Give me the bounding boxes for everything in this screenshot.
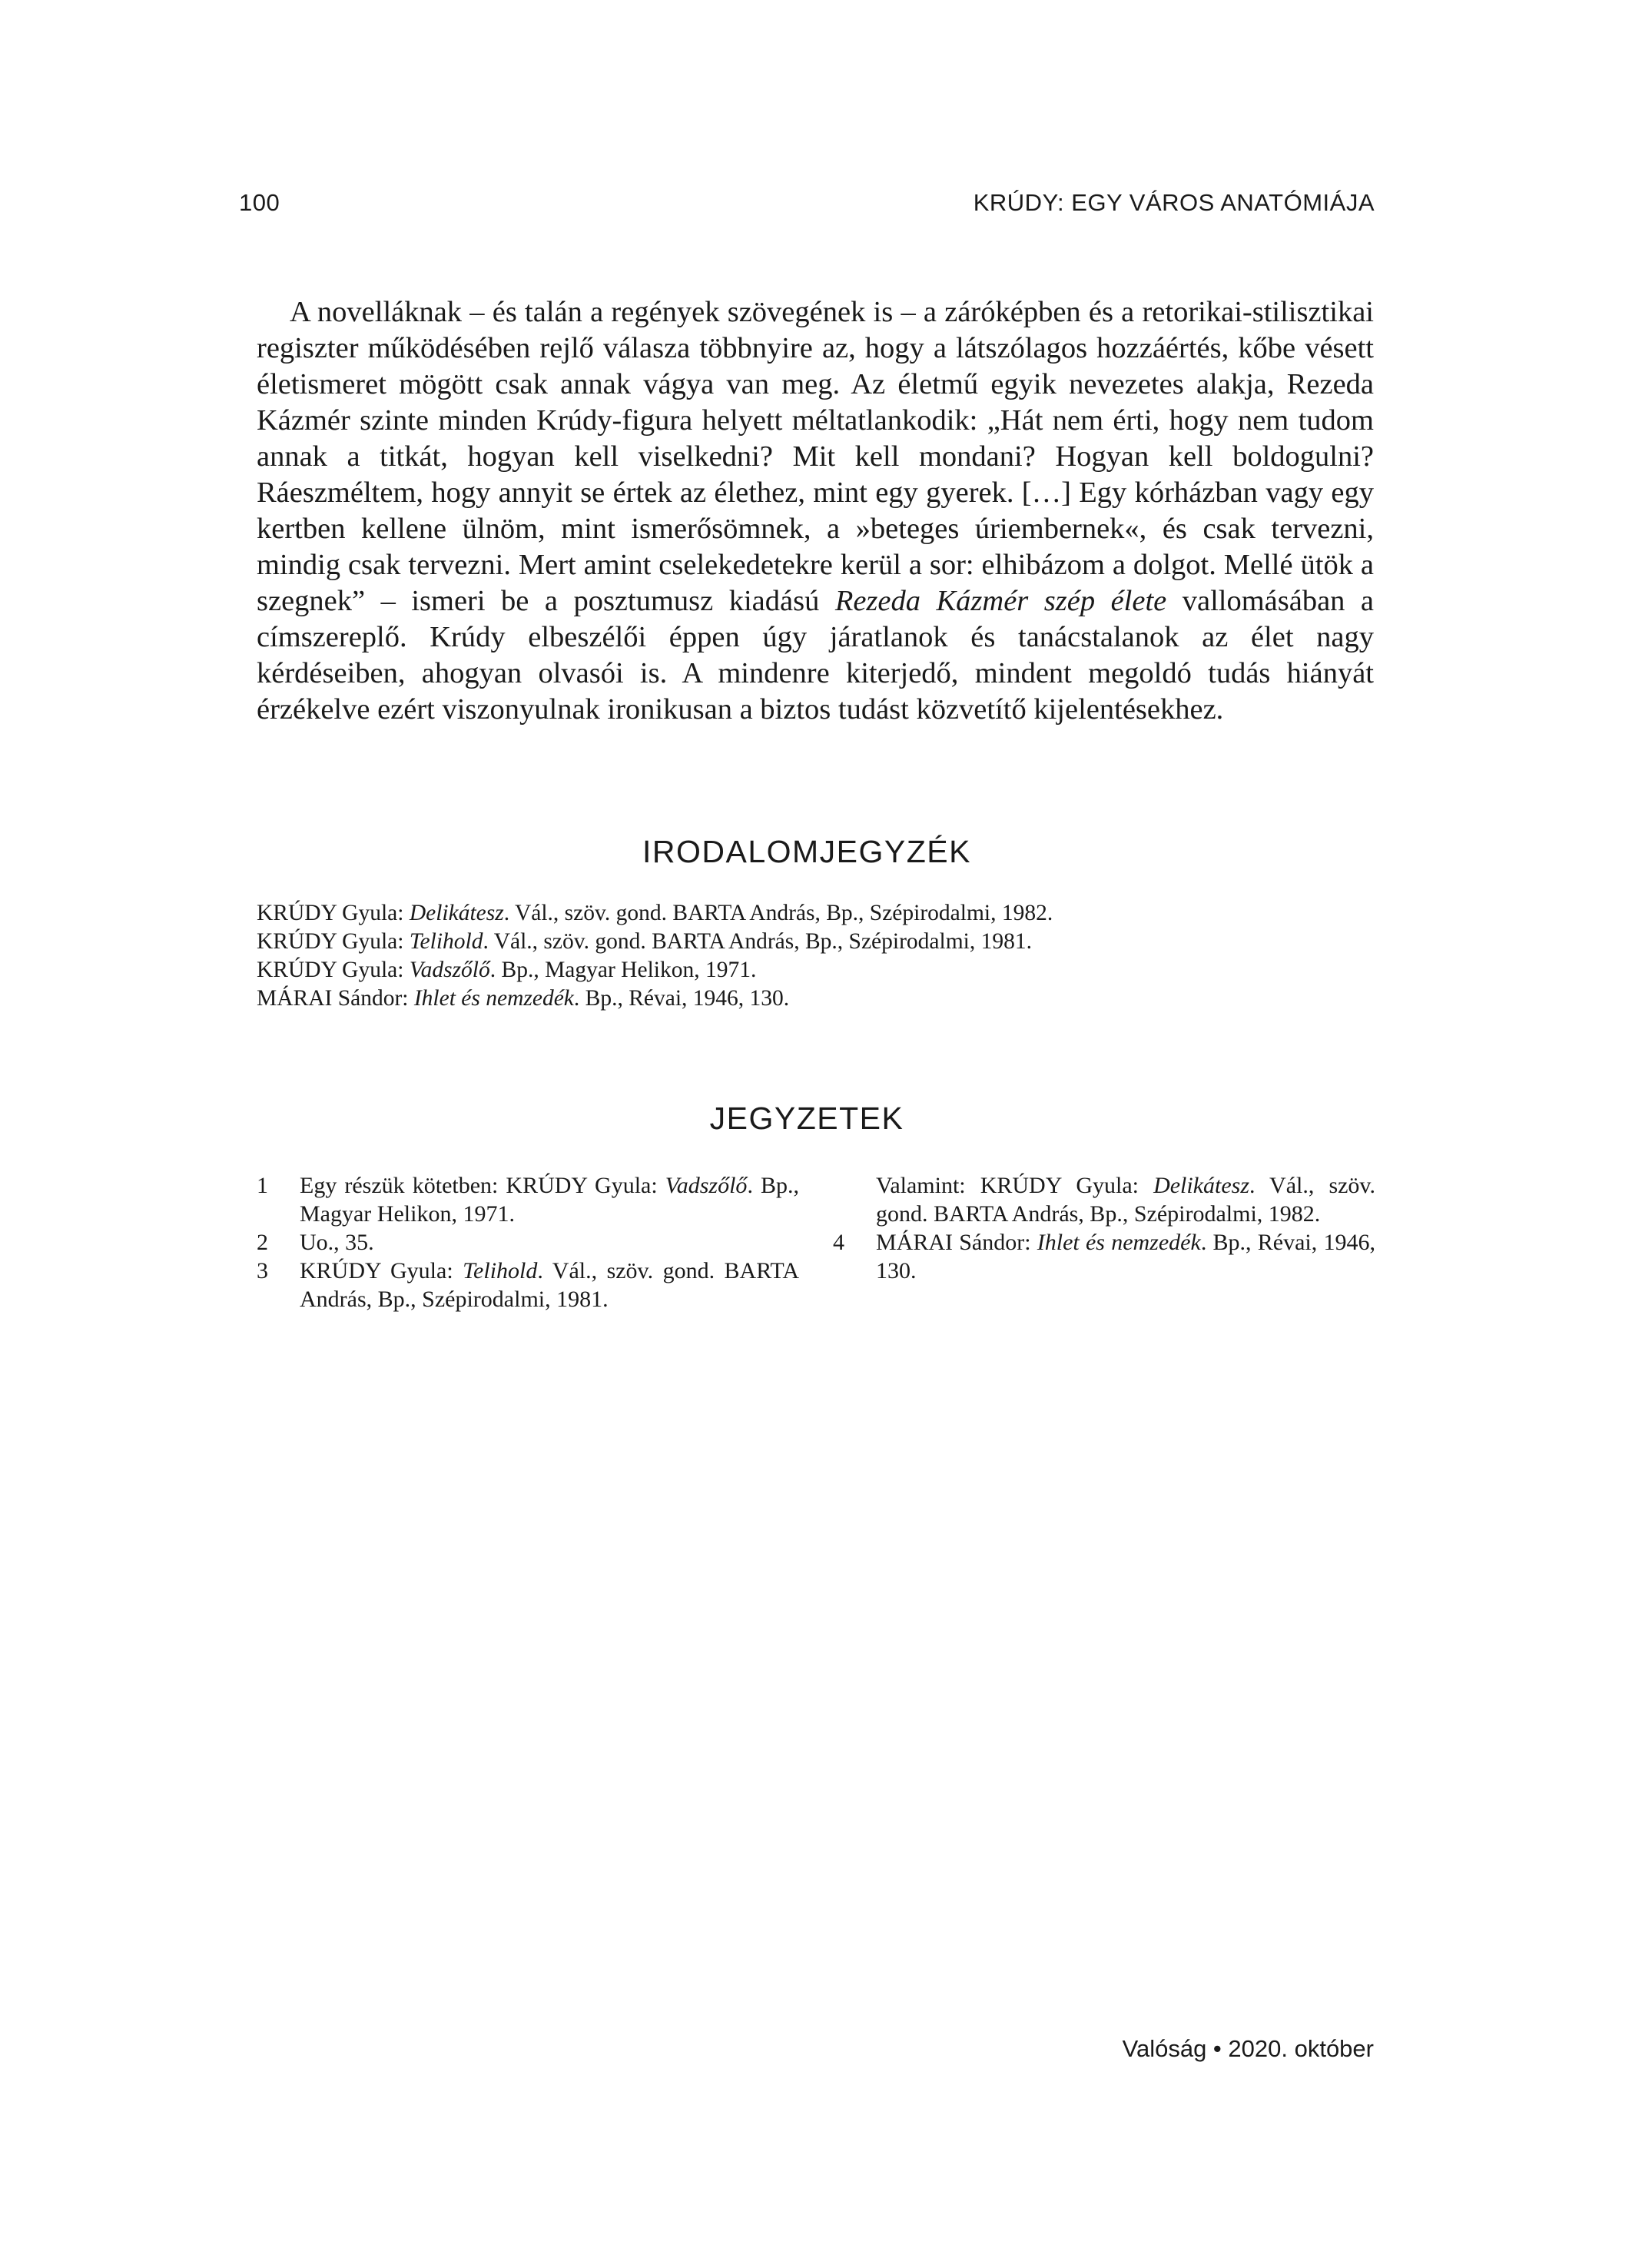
note-work: Ihlet és nemzedék	[1037, 1230, 1201, 1255]
note-text: Valamint: KRÚDY Gyula:	[876, 1173, 1154, 1198]
biblio-author: KRÚDY Gyula:	[257, 958, 410, 982]
note-work: Vadszőlő	[665, 1173, 748, 1198]
note-number: 3	[257, 1258, 268, 1283]
note-item	[257, 1228, 799, 1257]
note-text: . Vál., szöv. gond. BARTA András, Bp., Szépirodalmi, 1981.	[300, 1258, 799, 1312]
note-text: MÁRAI Sándor:	[876, 1230, 1037, 1255]
note-text: . Bp., Magyar Helikon, 1971.	[300, 1173, 800, 1227]
biblio-author: KRÚDY Gyula:	[257, 929, 410, 954]
body-paragraph	[257, 294, 1374, 728]
note-item	[257, 1171, 799, 1228]
note-text: . Bp., Révai, 1946, 130.	[876, 1230, 1375, 1283]
bibliography-title: IRODALOMJEGYZÉK	[642, 834, 971, 869]
note-number: 4	[833, 1230, 844, 1255]
body-text-part: vallomásában a címszereplő. Krúdy elbeszélői éppen úgy járatlanok és tanácstalanok az élet nagy kérdéseiben, ahogyan olvasói is. A mindenre kiterjedő, mindent megoldó tudás hiányát érzékelve ezért viszonyulnak ironikusan a biztos tudást közvetítő kijelentésekhez.	[257, 585, 1374, 726]
note-item	[257, 1257, 799, 1313]
note-text: Uo., 35.	[300, 1230, 374, 1255]
notes-column-left	[257, 1171, 799, 1313]
biblio-author: MÁRAI Sándor:	[257, 986, 414, 1011]
note-text: Egy részük kötetben: KRÚDY Gyula:	[300, 1173, 665, 1198]
biblio-work: Ihlet és nemzedék	[413, 986, 574, 1011]
note-work: Telihold	[463, 1258, 538, 1283]
notes-title: JEGYZETEK	[709, 1101, 904, 1136]
running-title: KRÚDY: EGY VÁROS ANATÓMIÁJA	[973, 189, 1375, 216]
body-text-part: A novelláknak – és talán a regények szövegének is – a záróképben és a retorikai-stilisztikai regiszter működésében rejlő válasza többnyire az, hogy a látszólagos hozzáértés, kőbe vésett életismeret mögött csak annak vágya van meg. Az életmű egyik nevezetes alakja, Rezeda Kázmér szinte minden Krúdy-figura helyett méltatlankodik: „Hát nem érti, hogy nem tudom annak a titkát, hogyan kell viselkedni? Mit kell mondani? Hogyan kell boldogulni? Ráeszméltem, hogy annyit se értek az élethez, mint egy gyerek. […] Egy kórházban vagy egy kertben kellene ülnöm, mint ismerősömnek, a »beteges úriembernek«, és csak tervezni, mindig csak tervezni. Mert amint cselekedetekre kerül a sor: elhibázom a dolgot. Mellé ütök a szegnek” – ismeri be a posztumusz kiadású	[257, 296, 1374, 617]
page-number: 100	[239, 189, 280, 216]
note-number: 1	[257, 1173, 268, 1198]
note-item	[833, 1228, 1375, 1285]
bibliography-entry	[257, 956, 1374, 985]
biblio-work: Delikátesz	[409, 901, 504, 925]
biblio-author: KRÚDY Gyula:	[257, 901, 410, 925]
bibliography-entry	[257, 899, 1374, 928]
body-italic-title: Rezeda Kázmér szép élete	[834, 585, 1167, 617]
biblio-details: . Bp., Révai, 1946, 130.	[573, 986, 790, 1011]
bibliography-entry	[257, 985, 1374, 1013]
note-continuation	[833, 1171, 1375, 1228]
bibliography-entry	[257, 928, 1374, 956]
biblio-work: Telihold	[409, 929, 483, 954]
bibliography-list	[257, 899, 1374, 1013]
biblio-details: . Vál., szöv. gond. BARTA András, Bp., Szépirodalmi, 1982.	[503, 901, 1053, 925]
page-header	[239, 189, 1375, 220]
note-work: Delikátesz	[1153, 1173, 1250, 1198]
biblio-details: . Bp., Magyar Helikon, 1971.	[489, 958, 757, 982]
biblio-details: . Vál., szöv. gond. BARTA András, Bp., Szépirodalmi, 1981.	[483, 929, 1032, 954]
note-number: 2	[257, 1230, 268, 1255]
notes-column-right	[833, 1171, 1375, 1285]
biblio-work: Vadszőlő	[409, 958, 490, 982]
note-text: . Vál., szöv. gond. BARTA András, Bp., Szépirodalmi, 1982.	[876, 1173, 1375, 1227]
page-footer: Valóság • 2020. október	[1122, 2035, 1374, 2062]
note-text: KRÚDY Gyula:	[300, 1258, 463, 1283]
